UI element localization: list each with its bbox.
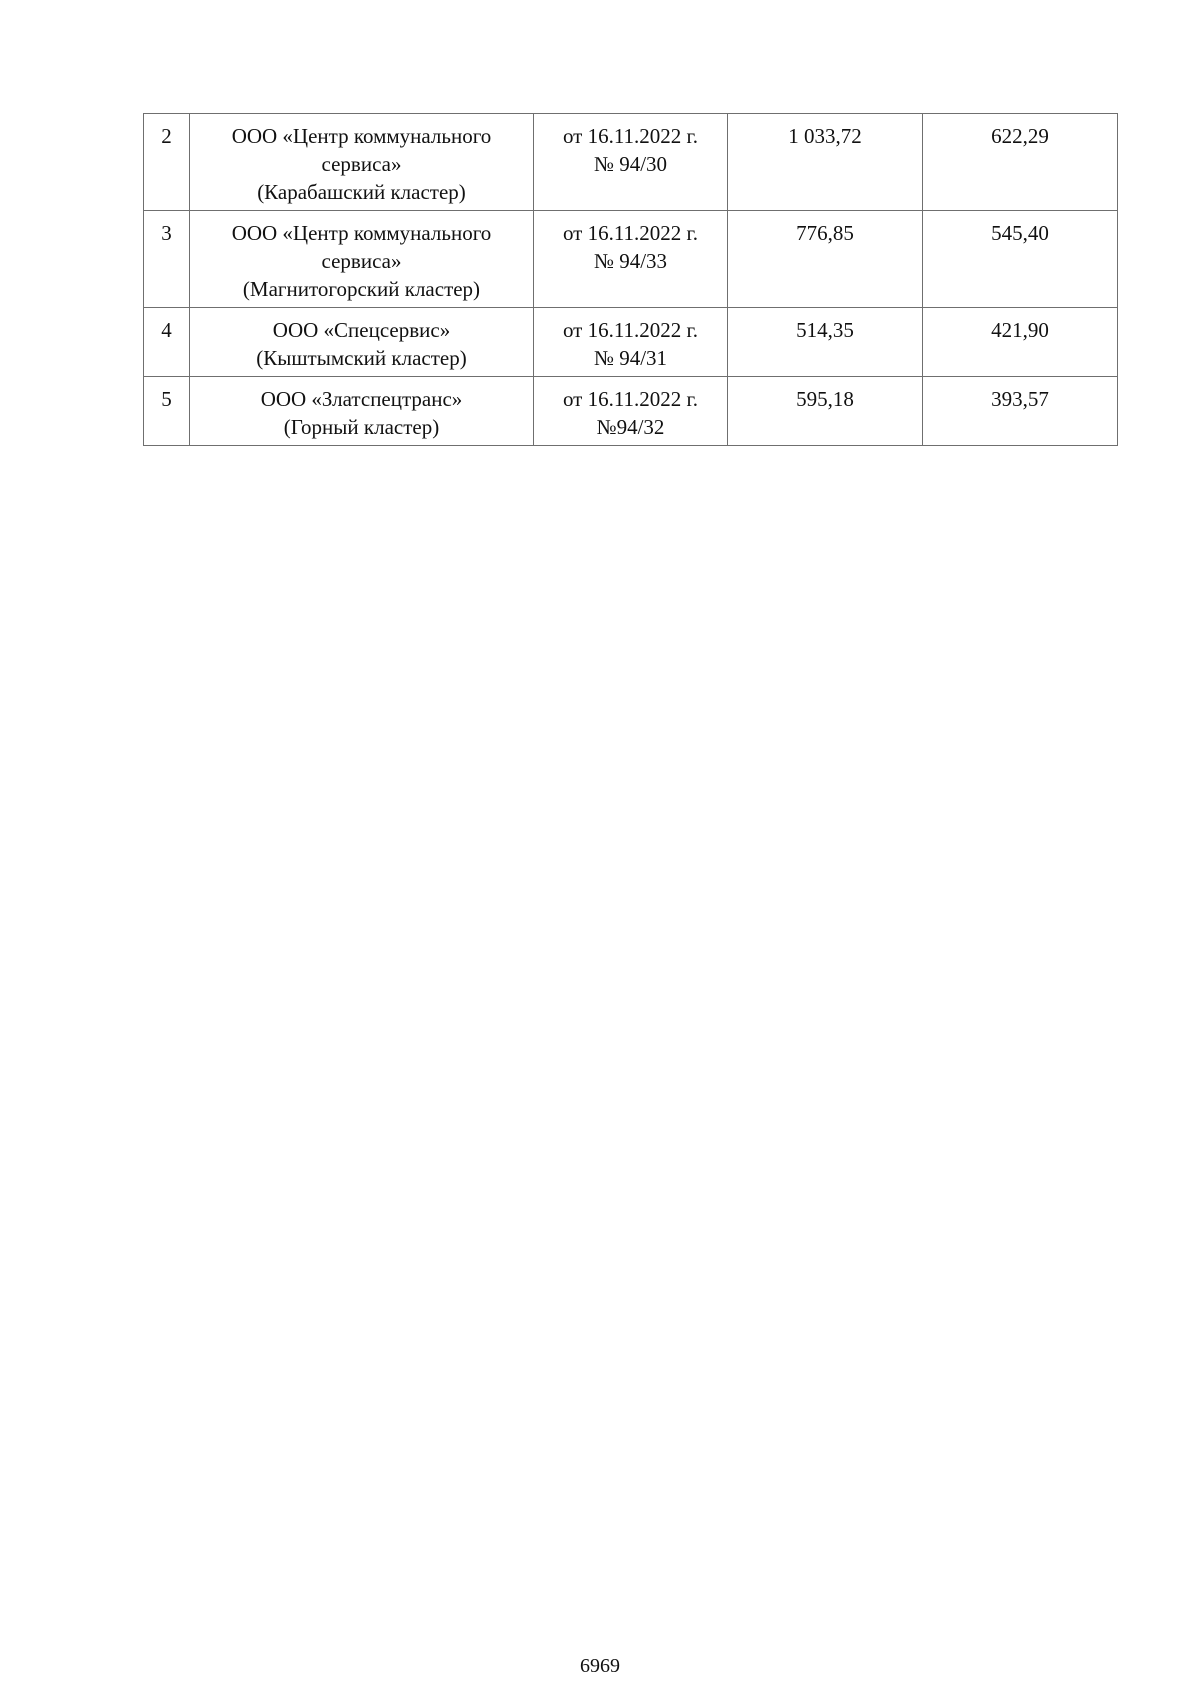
document-date: от 16.11.2022 г.: [562, 318, 699, 342]
table-row: [144, 211, 1118, 308]
table-row: [144, 308, 1118, 377]
organization-line: ООО «Спецсервис»: [272, 318, 451, 342]
organization-cell: [190, 211, 534, 308]
organization-line: сервиса»: [321, 152, 402, 176]
organization-line: сервиса»: [321, 249, 402, 273]
document-date: от 16.11.2022 г.: [562, 387, 699, 411]
table-row: [144, 114, 1118, 211]
document-number: № 94/30: [593, 152, 668, 176]
value2-cell: 545,40: [923, 211, 1118, 308]
organization-line: (Магнитогорский кластер): [242, 277, 481, 301]
value1-cell: 595,18: [728, 377, 923, 446]
organization-cell: [190, 308, 534, 377]
value2-cell: 622,29: [923, 114, 1118, 211]
document-ref-cell: [534, 308, 728, 377]
organization-line: ООО «Центр коммунального: [231, 221, 492, 245]
organization-cell: [190, 377, 534, 446]
page-number: 6969: [580, 1655, 620, 1677]
organization-line: ООО «Златспецтранс»: [260, 387, 463, 411]
organization-line: (Карабашский кластер): [257, 180, 466, 204]
row-number-cell: 2: [144, 114, 190, 211]
table-row: [144, 377, 1118, 446]
document-number: №94/32: [596, 415, 665, 439]
document-ref-cell: [534, 377, 728, 446]
row-number-cell: 4: [144, 308, 190, 377]
value2-cell: 393,57: [923, 377, 1118, 446]
document-number: № 94/31: [593, 346, 668, 370]
organization-cell: [190, 114, 534, 211]
document-date: от 16.11.2022 г.: [562, 221, 699, 245]
organization-line: ООО «Центр коммунального: [231, 124, 492, 148]
row-number-cell: 5: [144, 377, 190, 446]
organization-line: (Горный кластер): [283, 415, 440, 439]
row-number-cell: 3: [144, 211, 190, 308]
tariff-table: [143, 113, 1118, 446]
value2-cell: 421,90: [923, 308, 1118, 377]
document-date: от 16.11.2022 г.: [562, 124, 699, 148]
value1-cell: 776,85: [728, 211, 923, 308]
document-ref-cell: [534, 114, 728, 211]
organization-line: (Кыштымский кластер): [256, 346, 467, 370]
value1-cell: 1 033,72: [728, 114, 923, 211]
document-ref-cell: [534, 211, 728, 308]
value1-cell: 514,35: [728, 308, 923, 377]
document-number: № 94/33: [593, 249, 668, 273]
